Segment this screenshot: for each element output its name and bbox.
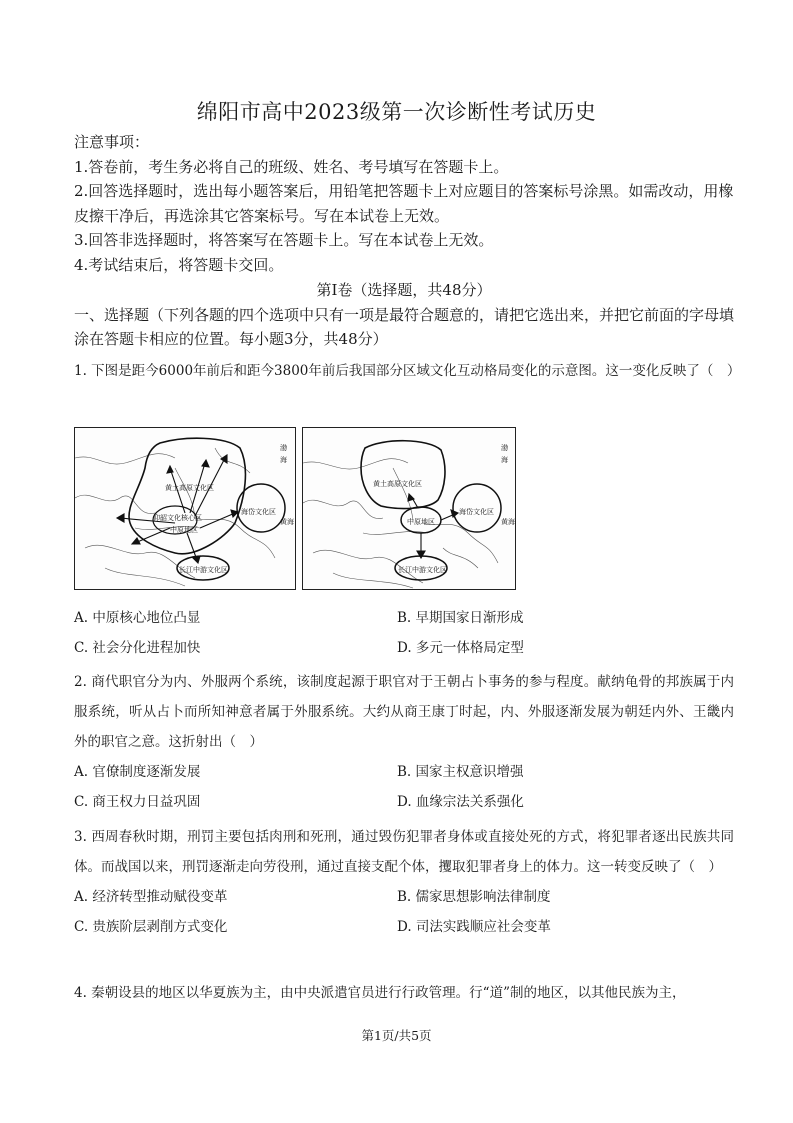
map-figure — [74, 427, 516, 590]
question-2 — [74, 667, 734, 817]
option-d[interactable]: D. 血缘宗法关系强化 — [397, 794, 524, 810]
notice-item: 4.考试结束后，将答题卡交回。 — [74, 255, 284, 274]
option-b[interactable]: B. 国家主权意识增强 — [397, 764, 524, 780]
option-d[interactable]: D. 司法实践顺应社会变革 — [397, 919, 551, 935]
map-label: 长江中游文化区 — [179, 566, 228, 574]
map-drawing — [303, 428, 515, 589]
map-label: 黄海 — [501, 518, 515, 526]
map-label: 中原地区 — [407, 518, 435, 526]
map-label: 渤 — [280, 444, 287, 452]
notice-item: 2.回答选择题时，选出每小题答案后，用铅笔把答题卡上对应题目的答案标号涂黑。如需改动，用橡皮擦干净后，再选涂其它答案标号。写在本试卷上无效。 — [74, 182, 734, 225]
map-label: 海岱文化区 — [459, 508, 494, 516]
question-3 — [74, 822, 734, 942]
option-c[interactable]: C. 商王权力日益巩固 — [74, 794, 201, 810]
notice-heading: 注意事项： — [74, 133, 150, 151]
map-label: 中原地区 — [170, 526, 198, 534]
map-label: 仰韶文化核心区 — [153, 514, 202, 522]
notice-item: 1.答卷前，考生务必将自己的班级、姓名、考号填写在答题卡上。 — [74, 157, 509, 176]
section-title: 第Ⅰ卷（选择题，共48分） — [316, 281, 492, 299]
page-footer: 第1页/共5页 — [361, 1028, 432, 1043]
question-stem: 4. 秦朝设县的地区以华夏族为主，由中央派遣官员进行行政管理。行“道”制的地区，以其他民族为主， — [74, 985, 686, 1001]
map-drawing — [75, 428, 295, 589]
section-instruction: 一、选择题（下列各题的四个选项中只有一项是最符合题意的，请把它选出来，并把它前面的字母填涂在答题卡相应的位置。每小题3分，共48分） — [74, 305, 735, 348]
map-label: 长江中游文化区 — [398, 566, 447, 574]
option-a[interactable]: A. 经济转型推动赋役变革 — [74, 889, 228, 905]
map-label: 海岱文化区 — [241, 508, 276, 516]
question-stem: 1. 下图是距今6000年前后和距今3800年前后我国部分区域文化互动格局变化的示意图。这一变化反映了（ ） — [74, 363, 741, 379]
exam-title: 绵阳市高中2023级第一次诊断性考试历史 — [196, 100, 597, 124]
notice-item: 3.回答非选择题时，将答案写在答题卡上。写在本试卷上无效。 — [74, 231, 494, 249]
notice-block — [74, 130, 734, 352]
map-label: 渤 — [501, 444, 508, 452]
map-label: 海 — [501, 456, 508, 464]
question-4 — [74, 978, 734, 1008]
option-b[interactable]: B. 儒家思想影响法律制度 — [397, 889, 551, 905]
option-d[interactable]: D. 多元一体格局定型 — [397, 640, 524, 656]
map-label: 黄海 — [280, 518, 294, 526]
map-3800-years-ago — [302, 427, 516, 590]
option-b[interactable]: B. 早期国家日渐形成 — [397, 610, 524, 626]
option-c[interactable]: C. 贵族阶层剥削方式变化 — [74, 919, 228, 935]
map-label: 海 — [280, 456, 287, 464]
option-c[interactable]: C. 社会分化进程加快 — [74, 640, 201, 656]
question-stem: 3. 西周春秋时期，刑罚主要包括肉刑和死刑，通过毁伤犯罪者身体或直接处死的方式，将犯罪者逐出民族共同体。而战国以来，刑罚逐渐走向劳役刑，通过直接支配个体，攫取犯罪者身上的体力。这一转变反映了（ ） — [74, 829, 734, 875]
option-a[interactable]: A. 官僚制度逐渐发展 — [74, 764, 201, 780]
map-label: 黄土高原文化区 — [165, 484, 214, 492]
question-stem: 2. 商代职官分为内、外服两个系统，该制度起源于职官对于王朝占卜事务的参与程度。献纳龟骨的邦族属于内服系统，听从占卜而所知神意者属于外服系统。大约从商王康丁时起，内、外服逐渐发展为朝廷内外、王畿内外的职官之意。这折射出（ ） — [74, 674, 734, 750]
map-label: 黄土高原文化区 — [373, 480, 422, 488]
question-1 — [74, 356, 741, 386]
map-6000-years-ago — [74, 427, 296, 590]
question-1-options — [74, 603, 734, 663]
option-a[interactable]: A. 中原核心地位凸显 — [74, 610, 201, 626]
